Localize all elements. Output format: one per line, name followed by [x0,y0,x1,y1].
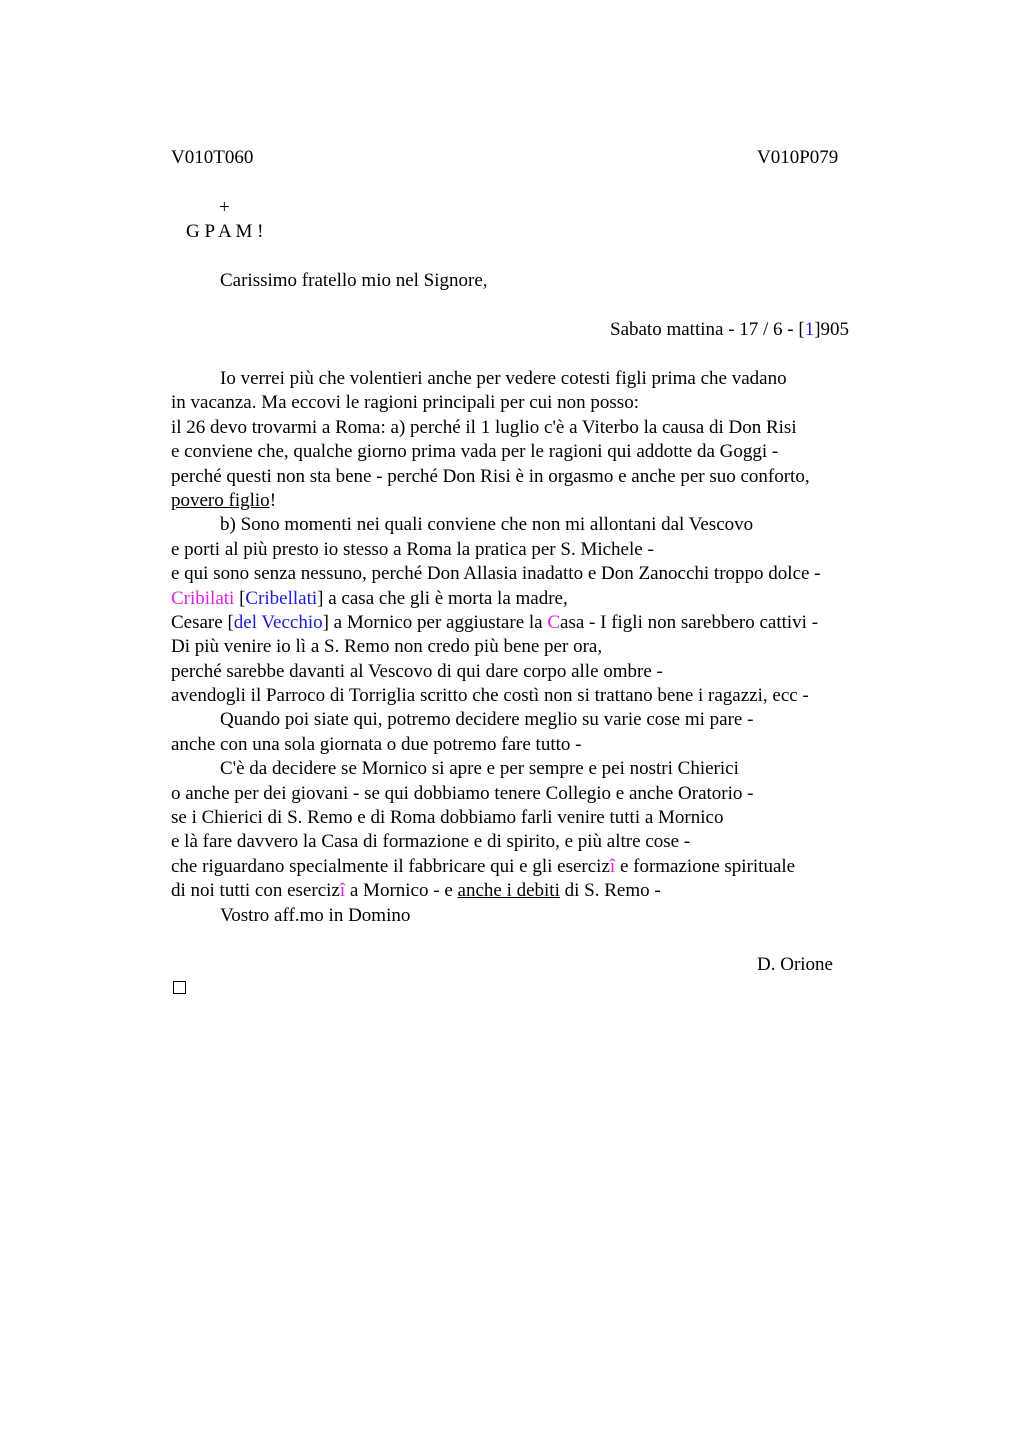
body-text-fragment: di noi tutti con esercizî [171,880,346,902]
body-line [171,855,911,879]
body-text-fragment: ] a Mornico per aggiustare la [322,611,548,633]
body-line: e là fare davvero la Casa di formazione e di spirito, e più altre cose - [171,831,691,853]
original-spelling: Cribilati [171,587,235,609]
body-line: se i Chierici di S. Remo e di Roma dobbiamo farli venire tutti a Mornico [171,807,724,829]
document-code-left: V010T060 [171,147,254,168]
body-line: perché questi non sta bene - perché Don Risi è in orgasmo e anche per suo conforto, [171,465,810,487]
signature: D. Orione [757,954,833,975]
checkbox-square[interactable] [173,981,186,994]
body-line [171,587,911,611]
underlined-text: anche i debiti [457,880,560,902]
body-line: C'è da decidere se Mornico si apre e per sempre e pei nostri Chierici [220,758,739,780]
editorial-correction: Cribellati [245,587,318,609]
body-line: in vacanza. Ma eccovi le ragioni principali per cui non posso: [171,392,639,414]
greeting: Carissimo fratello mio nel Signore, [220,270,488,291]
body-text-fragment: di S. Remo - [559,880,661,902]
letter-body [171,367,911,928]
document-code-right: V010P079 [757,147,839,168]
body-line: Di più venire io lì a S. Remo non credo più bene per ora, [171,636,603,658]
body-text-fragment: a Mornico - e [345,880,458,902]
body-text-fragment: ! [269,489,277,511]
body-text-fragment: asa - I figli non sarebbero cattivi - [560,611,819,633]
body-line: e porti al più presto io stesso a Roma la pratica per S. Michele - [171,538,654,560]
original-spelling: C [547,611,561,633]
body-line [171,611,911,635]
letter-date [610,318,849,342]
body-text-fragment: ] a casa che gli è morta la madre, [317,587,568,609]
body-text-fragment: che riguardano specialmente il fabbricare qui e gli esercizî [171,855,616,877]
date-editorial-insert: 1 [804,319,815,340]
underlined-text: povero figlio [171,489,270,511]
body-text-fragment: e formazione spirituale [615,855,796,877]
editorial-mark: î [339,880,346,902]
closing-line: Vostro aff.mo in Domino [220,904,411,926]
body-line: anche con una sola giornata o due potremo fare tutto - [171,733,582,755]
body-line [171,879,911,903]
date-prefix: Sabato mattina - 17 / 6 - [ [610,319,805,340]
date-suffix: ]905 [814,319,850,340]
body-line [171,489,911,513]
body-line: perché sarebbe davanti al Vescovo di qui dare corpo alle ombre - [171,660,663,682]
body-line: o anche per dei giovani - se qui dobbiamo tenere Collegio e anche Oratorio - [171,782,754,804]
body-text-fragment: Cesare [ [171,611,234,633]
editorial-mark: î [609,855,616,877]
body-text-fragment: [ [234,587,246,609]
body-line: Quando poi siate qui, potremo decidere meglio su varie cose mi pare - [220,709,754,731]
body-line: e conviene che, qualche giorno prima vada per le ragioni qui addotte da Goggi - [171,441,779,463]
editorial-correction: del Vecchio [233,611,323,633]
motto: G P A M ! [186,221,264,242]
body-line: Io verrei più che volentieri anche per vedere cotesti figli prima che vadano [220,368,787,389]
body-line: il 26 devo trovarmi a Roma: a) perché il 1 luglio c'è a Viterbo la causa di Don Risi [171,416,797,438]
body-line: e qui sono senza nessuno, perché Don Allasia inadatto e Don Zanocchi troppo dolce - [171,563,821,585]
body-line: avendogli il Parroco di Torriglia scritto che costì non si trattano bene i ragazzi, ecc - [171,685,809,707]
cross-symbol: + [219,197,230,218]
body-line: b) Sono momenti nei quali conviene che non mi allontani dal Vescovo [220,514,754,536]
